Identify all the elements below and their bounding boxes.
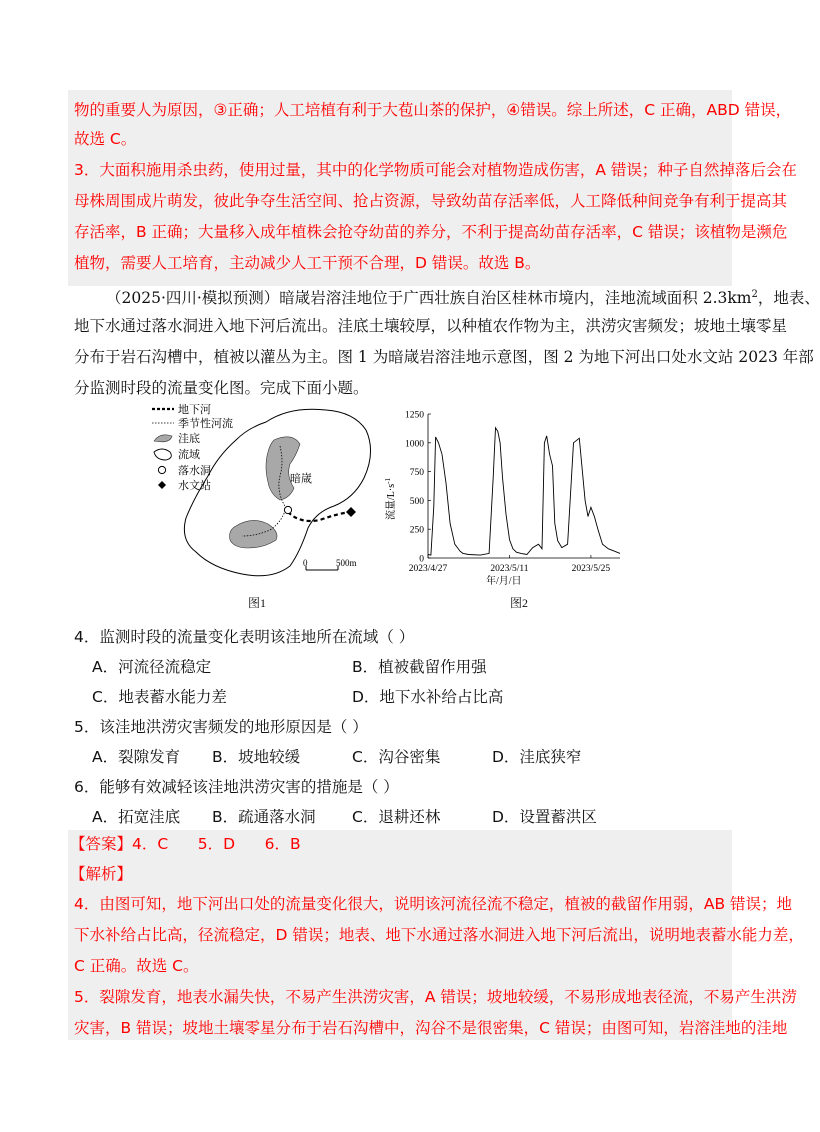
legend-seasonal-river-label: 季节性河流 xyxy=(178,418,233,430)
passage-superscript: 2 xyxy=(751,289,758,300)
legend-depression-label: 洼底 xyxy=(178,433,200,445)
legend-watershed-symbol xyxy=(154,449,171,460)
legend-station-symbol xyxy=(158,481,166,489)
legend-sinkhole-symbol xyxy=(158,466,165,473)
question-4-option-b[interactable]: B．植被截留作用强 xyxy=(352,658,487,676)
figure1-map xyxy=(140,402,380,582)
passage-text: （2025·四川·模拟预测）暗嵅岩溶洼地位于广西壮族自治区桂林市境内，洼地流域面积 2.3km xyxy=(106,289,752,308)
q3-explanation-line: 植物，需要人工培育，主动减少人工干预不合理，D 错误。故选 B。 xyxy=(74,254,541,272)
legend-watershed-label: 流域 xyxy=(178,449,200,461)
q4-analysis-line: C 正确。故选 C。 xyxy=(74,957,199,975)
depression-upper xyxy=(266,437,300,500)
question-6-option-c[interactable]: C．退耕还林 xyxy=(352,808,441,826)
question-4-stem: 4．监测时段的流量变化表明该洼地所在流域（ ） xyxy=(74,628,415,646)
chart-series-line-flow xyxy=(428,428,620,555)
question-4-option-c[interactable]: C．地表蓄水能力差 xyxy=(92,688,227,706)
q5-analysis-line: 5．裂隙发育，地表水漏失快，不易产生洪涝灾害，A 错误；坡地较缓，不易形成地表径流，不易产生洪涝 xyxy=(74,988,797,1006)
answer-text: 4．C 5．D 6．B xyxy=(132,835,301,853)
question-5-option-d[interactable]: D．洼底狭窄 xyxy=(492,748,582,766)
explanation-line: 故选 C。 xyxy=(74,130,137,148)
chart-y-tick-label: 1000 xyxy=(405,439,424,450)
answer-line xyxy=(70,834,301,854)
scale-zero-label: 0 xyxy=(303,558,308,568)
question-6-option-a[interactable]: A．拓宽洼底 xyxy=(92,808,181,826)
q3-explanation-line: 存活率，B 正确；大量移入成年植株会抢夺幼苗的养分，不利于提高幼苗存活率，C 错误；该植物是濒危 xyxy=(74,223,788,241)
figure2-caption: 图2 xyxy=(510,596,529,610)
chart-x-tick-label: 2023/5/11 xyxy=(490,564,529,574)
q5-analysis-line: 灾害，B 错误；坡地土壤零星分布于岩石沟槽中，沟谷不是很密集，C 错误；由图可知，岩溶洼地的洼地 xyxy=(74,1019,788,1037)
figure2-flow-chart xyxy=(380,402,630,592)
place-label-anyan: 暗嵅 xyxy=(290,473,312,485)
legend-sinkhole-label: 落水洞 xyxy=(178,465,211,477)
passage-line: 分布于岩石沟槽中，植被以灌丛为主。图 1 为暗嵅岩溶洼地示意图，图 2 为地下河出口处水文站 2023 年部 xyxy=(74,348,814,366)
q4-analysis-line: 下水补给占比高，径流稳定，D 错误；地表、地下水通过落水洞进入地下河后流出，说明地表蓄水能力差， xyxy=(74,926,804,944)
passage-line: 分监测时段的流量变化图。完成下面小题。 xyxy=(74,379,369,397)
chart-y-tick-label: 1250 xyxy=(405,410,424,421)
chart-y-ticks xyxy=(405,411,431,565)
scale-value-label: 500m xyxy=(336,558,357,568)
explanation-line: 物的重要人为原因，③正确；人工培植有利于大苞山茶的保护，④错误。综上所述，C 正确，ABD 错误， xyxy=(74,101,792,119)
question-5-stem: 5．该洼地洪涝灾害频发的地形原因是（ ） xyxy=(74,718,368,736)
question-5-option-a[interactable]: A．裂隙发育 xyxy=(92,748,181,766)
legend-underground-river-label: 地下河 xyxy=(178,404,211,416)
chart-y-tick-label: 250 xyxy=(409,525,424,536)
question-6-option-b[interactable]: B．疏通落水洞 xyxy=(212,808,316,826)
q3-explanation-line: 3．大面积施用杀虫药，使用过量，其中的化学物质可能会对植物造成伤害，A 错误；种子自然掉落后会在 xyxy=(74,161,797,179)
question-5-option-c[interactable]: C．沟谷密集 xyxy=(352,748,441,766)
chart-y-tick-label: 750 xyxy=(409,468,424,479)
question-5-option-b[interactable]: B．坡地较缓 xyxy=(212,748,301,766)
chart-y-tick-label: 0 xyxy=(419,554,424,565)
chart-x-axis-label: 年/月/日 xyxy=(486,576,522,587)
chart-axes xyxy=(428,414,620,558)
chart-x-tick-label: 2023/4/27 xyxy=(408,564,448,574)
question-4-option-d[interactable]: D．地下水补给占比高 xyxy=(352,688,504,706)
legend-depression-symbol xyxy=(154,435,172,442)
answer-label: 【答案】 xyxy=(70,835,133,853)
analysis-label: 【解析】 xyxy=(70,865,133,883)
depression-lower xyxy=(230,520,277,548)
question-6-stem: 6．能够有效减轻该洼地洪涝灾害的措施是（ ） xyxy=(74,778,399,796)
chart-x-tick-label: 2023/5/25 xyxy=(571,564,611,574)
passage-text: ，地表、 xyxy=(757,289,820,308)
chart-y-axis-label: 流量$/L\cdot s^{-1}$ xyxy=(384,478,397,520)
underground-river xyxy=(288,512,350,521)
sinkhole-marker xyxy=(284,506,291,513)
q4-analysis-line: 4．由图可知，地下河出口处的流量变化很大，说明该河流径流不稳定，植被的截留作用弱，AB 错误；地 xyxy=(74,895,793,913)
hydrological-station-marker xyxy=(346,507,356,517)
figure1-caption: 图1 xyxy=(248,596,267,610)
passage-line: 地下水通过落水洞进入地下河后流出。洼底土壤较厚，以种植农作物为主，洪涝灾害频发；坡地土壤零星 xyxy=(74,317,788,335)
chart-y-tick-label: 500 xyxy=(409,496,424,507)
legend-station-label: 水文站 xyxy=(178,480,211,492)
question-4-option-a[interactable]: A．河流径流稳定 xyxy=(92,658,212,676)
q3-explanation-line: 母株周围成片萌发，彼此争夺生活空间、抢占资源，导致幼苗存活率低，人工降低种间竞争有利于提高其 xyxy=(74,192,788,210)
question-6-option-d[interactable]: D．设置蓄洪区 xyxy=(492,808,597,826)
passage-line xyxy=(106,285,820,308)
